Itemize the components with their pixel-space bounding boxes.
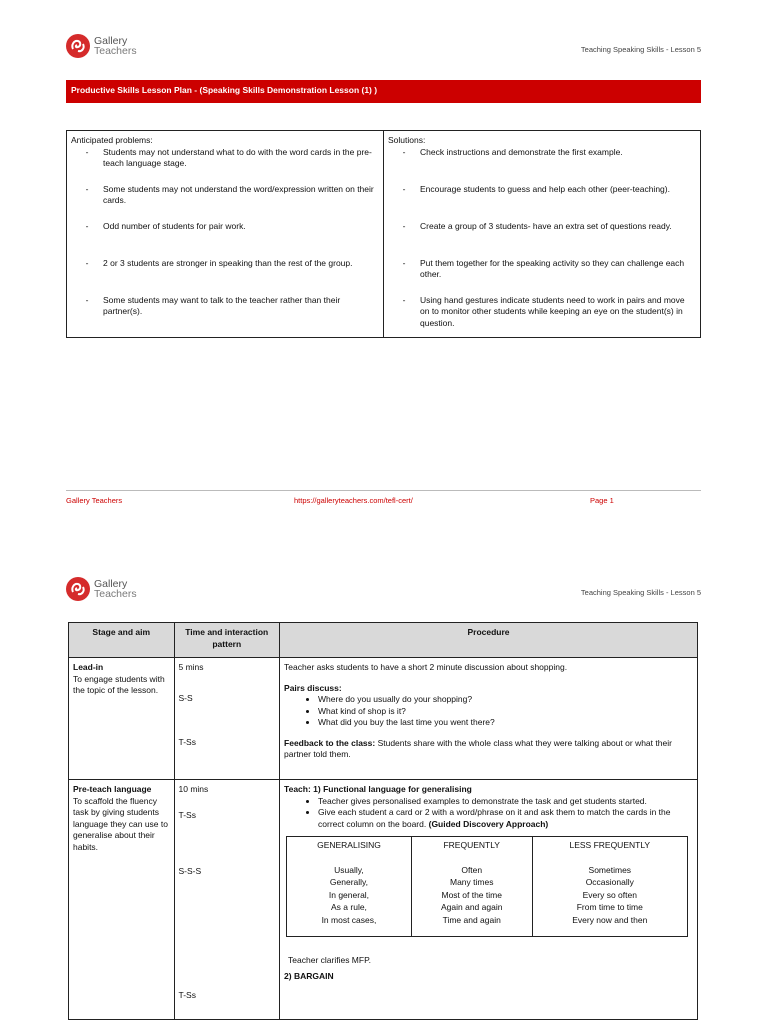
page-2 [0,560,768,1024]
list-item: • What kind of shop is it? [318,706,693,718]
stage-name: Lead-in [73,662,104,672]
solution-item: - Using hand gestures indicate students need to work in pairs and move on to monitor other students while keeping an eye on the student(s) in question. [402,294,685,328]
brand-line-2: Teachers [94,45,137,57]
clarify-text: Teacher clarifies MFP. [288,955,372,965]
board-column: LESS FREQUENTLY Sometimes Occasionally Every so often From time to time Every now and then [532,837,687,937]
logo-mark-icon [66,34,90,58]
logo-mark-icon [66,577,90,601]
interaction-pattern: T-Ss [178,737,196,747]
list-item: • Give each student a card or 2 with a word/phrase on it and ask them to match the cards in the correct column on the board. (Guided Discovery Approach) [318,807,693,830]
header-title: Teaching Speaking Skills - Lesson 5 [580,45,701,54]
interaction-pattern: S-S [178,692,193,703]
footer-brand: Gallery Teachers [66,496,123,505]
page-footer [66,490,701,505]
problems-column [67,131,384,337]
footer-link[interactable]: https://galleryteachers.com/tefl-cert/ [294,496,413,505]
brand-logo [66,577,137,601]
stage-aim: To engage students with the topic of the lesson. [73,673,165,695]
brand-line-1: Gallery [94,578,128,590]
bargain-title: 2) BARGAIN [284,970,334,981]
stage-aim: To scaffold the fluency task by giving students language they can use to generalise about their habits. [73,795,168,852]
page-number: Page 1 [590,496,614,505]
list-item: • Where do you usually do your shopping? [318,694,693,706]
header-title: Teaching Speaking Skills - Lesson 5 [580,588,701,597]
brand-logo [66,34,137,58]
column-header: Procedure [280,623,698,658]
solution-item: - Check instructions and demonstrate the first example. [402,146,623,157]
table-row-leadin [69,658,698,780]
lesson-plan-banner: Productive Skills Lesson Plan - (Speaking Skills Demonstration Lesson (1) ) [66,80,701,103]
stage-time: 10 mins [178,784,209,794]
problem-item: - Odd number of students for pair work. [85,220,246,231]
lesson-procedure-table [68,622,698,1020]
interaction-pattern: T-Ss [178,809,196,820]
problem-item: - Some students may not understand the word/expression written on their cards. [85,183,374,205]
teach-title: Teach: 1) Functional language for generalising [284,784,472,794]
problem-item: - 2 or 3 students are stronger in speaking than the rest of the group. [85,257,353,268]
problems-title: Anticipated problems: [71,135,153,145]
column-header: Stage and aim [69,623,175,658]
procedure-text: Teacher asks students to have a short 2 minute discussion about shopping. [284,662,568,672]
stage-name: Pre-teach language [73,784,152,794]
solution-item: - Create a group of 3 students- have an extra set of questions ready. [402,220,672,231]
feedback-text: Feedback to the class: Students share with the whole class what they were talking about or what their partner told them. [284,737,672,759]
list-item: • What did you buy the last time you went there? [318,717,693,729]
interaction-pattern: T-Ss [178,989,196,1000]
column-header: Time and interaction pattern [174,623,280,658]
list-item: • Teacher gives personalised examples to demonstrate the task and get students started. [318,796,693,808]
stage-time: 5 mins [178,662,204,672]
problem-item: - Students may not understand what to do with the word cards in the pre-teach language stage. [85,146,372,168]
solutions-title: Solutions: [388,135,426,145]
table-header-row [69,623,698,658]
board-column: FREQUENTLY Often Many times Most of the time Again and again Time and again [411,837,532,937]
question-list [284,694,693,729]
solution-item: - Encourage students to guess and help each other (peer-teaching). [402,183,670,194]
board-columns-table [286,836,688,937]
problem-item: - Some students may want to talk to the teacher rather than their partner(s). [85,294,341,316]
brand-line-1: Gallery [94,35,128,47]
pairs-title: Pairs discuss: [284,682,342,693]
solutions-column [384,131,700,337]
brand-line-2: Teachers [94,588,137,600]
teach-steps [284,796,693,831]
table-row-preteach [69,780,698,1020]
interaction-pattern: S-S-S [178,866,202,876]
solution-item: - Put them together for the speaking activity so they can challenge each other. [402,257,685,279]
board-column: GENERALISING Usually, Generally, In general, As a rule, In most cases, [287,837,412,937]
problems-solutions-table [66,130,701,338]
